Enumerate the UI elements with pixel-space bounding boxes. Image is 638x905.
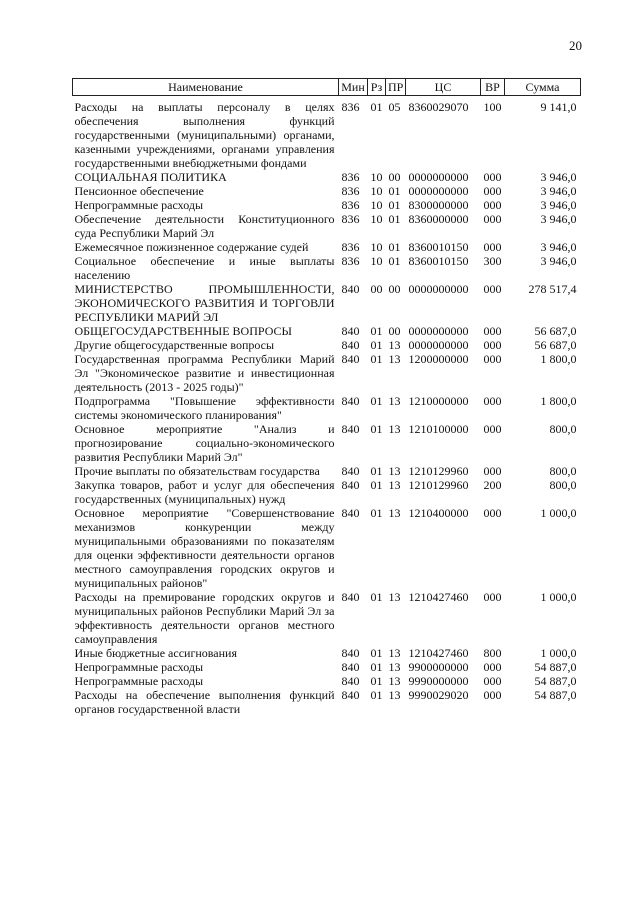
row-rz: 10 <box>370 240 383 254</box>
row-rz: 01 <box>370 422 383 436</box>
row-rz: 10 <box>370 198 383 212</box>
row-sum: 800,0 <box>549 464 577 478</box>
row-rz: 01 <box>370 324 383 338</box>
row-min: 840 <box>341 464 360 478</box>
row-vr: 000 <box>483 324 502 338</box>
header-min: Мин <box>339 79 368 96</box>
row-vr: 000 <box>483 184 502 198</box>
row-rz: 01 <box>370 590 383 604</box>
row-pr: 13 <box>388 688 401 702</box>
row-rz: 10 <box>370 212 383 226</box>
table-row <box>73 688 581 716</box>
header-vr: ВР <box>481 79 505 96</box>
row-pr: 13 <box>388 506 401 520</box>
table-row <box>73 282 581 324</box>
table-row <box>73 352 581 394</box>
table-row <box>73 254 581 282</box>
header-name: Наименование <box>73 79 339 96</box>
row-sum: 800,0 <box>549 422 577 436</box>
row-cs: 9990000000 <box>408 674 469 688</box>
row-min: 840 <box>341 478 360 492</box>
row-name: Основное мероприятие "Анализ и прогнозирование социально-экономического развития Республики Марий Эл" <box>74 422 335 464</box>
row-name: Другие общегосударственные вопросы <box>74 338 275 352</box>
row-sum: 1 000,0 <box>540 590 577 604</box>
row-vr: 000 <box>483 590 502 604</box>
row-rz: 01 <box>370 646 383 660</box>
table-row <box>73 422 581 464</box>
row-sum: 56 687,0 <box>534 338 577 352</box>
row-vr: 000 <box>483 422 502 436</box>
row-cs: 1210427460 <box>408 646 469 660</box>
row-cs: 1200000000 <box>408 352 469 366</box>
row-pr: 13 <box>388 394 401 408</box>
row-sum: 800,0 <box>549 478 577 492</box>
row-pr: 13 <box>388 422 401 436</box>
row-vr: 000 <box>483 240 502 254</box>
row-cs: 8300000000 <box>408 198 469 212</box>
row-pr: 00 <box>388 282 401 296</box>
row-rz: 01 <box>370 464 383 478</box>
row-name: Подпрограмма "Повышение эффективности системы экономического планирования" <box>74 394 335 422</box>
row-cs: 1210000000 <box>408 394 469 408</box>
header-sum: Сумма <box>505 79 581 96</box>
row-name: Обеспечение деятельности Конституционного суда Республики Марий Эл <box>74 212 335 240</box>
row-cs: 8360010150 <box>408 254 469 268</box>
row-rz: 01 <box>370 478 383 492</box>
row-vr: 000 <box>483 506 502 520</box>
table-row <box>73 464 581 478</box>
table-row <box>73 646 581 660</box>
row-pr: 01 <box>388 240 401 254</box>
row-pr: 01 <box>388 184 401 198</box>
row-rz: 01 <box>370 394 383 408</box>
row-sum: 1 000,0 <box>540 646 577 660</box>
row-cs: 8360010150 <box>408 240 469 254</box>
budget-table <box>72 78 581 716</box>
row-sum: 54 887,0 <box>534 660 577 674</box>
table-row <box>73 184 581 198</box>
row-name: Прочие выплаты по обязательствам государства <box>74 464 320 478</box>
row-sum: 1 000,0 <box>540 506 577 520</box>
row-vr: 000 <box>483 282 502 296</box>
row-cs: 0000000000 <box>408 324 469 338</box>
table-row <box>73 338 581 352</box>
row-sum: 1 800,0 <box>540 394 577 408</box>
row-cs: 0000000000 <box>408 170 469 184</box>
row-name: Ежемесячное пожизненное содержание судей <box>74 240 309 254</box>
row-rz: 10 <box>370 184 383 198</box>
row-vr: 800 <box>483 646 502 660</box>
row-rz: 01 <box>370 100 383 114</box>
page-number: 20 <box>569 38 582 53</box>
row-min: 840 <box>341 646 360 660</box>
row-cs: 8360000000 <box>408 212 469 226</box>
row-sum: 1 800,0 <box>540 352 577 366</box>
row-min: 840 <box>341 660 360 674</box>
table-row <box>73 394 581 422</box>
row-min: 840 <box>341 674 360 688</box>
row-sum: 56 687,0 <box>534 324 577 338</box>
row-min: 836 <box>341 198 360 212</box>
row-vr: 000 <box>483 688 502 702</box>
row-min: 836 <box>341 170 360 184</box>
row-rz: 01 <box>370 674 383 688</box>
row-min: 840 <box>341 506 360 520</box>
table-row <box>73 324 581 338</box>
row-name: Расходы на премирование городских округов и муниципальных районов Республики Марий Эл за эффективность деятельности органов местного самоуправления <box>74 590 335 646</box>
row-rz: 01 <box>370 660 383 674</box>
row-min: 840 <box>341 352 360 366</box>
row-cs: 9990029020 <box>408 688 469 702</box>
row-pr: 13 <box>388 352 401 366</box>
row-name: Пенсионное обеспечение <box>74 184 204 198</box>
row-cs: 0000000000 <box>408 184 469 198</box>
row-rz: 10 <box>370 170 383 184</box>
row-min: 840 <box>341 394 360 408</box>
table-row <box>73 590 581 646</box>
row-sum: 3 946,0 <box>540 254 577 268</box>
row-vr: 000 <box>483 394 502 408</box>
row-cs: 1210400000 <box>408 506 469 520</box>
row-sum: 3 946,0 <box>540 198 577 212</box>
row-name: Государственная программа Республики Марий Эл "Экономическое развитие и инвестиционная деятельность (2013 - 2025 годы)" <box>74 352 335 394</box>
row-pr: 01 <box>388 212 401 226</box>
row-pr: 13 <box>388 646 401 660</box>
row-name: Основное мероприятие "Совершенствование механизмов конкуренции между муниципальными образованиями по показателям для оценки эффективности деятельности органов местного самоуправления городских округов и муниципальных районов" <box>74 506 335 590</box>
row-name: ОБЩЕГОСУДАРСТВЕННЫЕ ВОПРОСЫ <box>74 324 292 338</box>
header-pr: ПР <box>386 79 406 96</box>
row-vr: 300 <box>483 254 502 268</box>
row-rz: 00 <box>370 282 383 296</box>
row-min: 836 <box>341 184 360 198</box>
row-cs: 1210129960 <box>408 464 469 478</box>
row-vr: 000 <box>483 198 502 212</box>
row-pr: 13 <box>388 590 401 604</box>
table-row <box>73 478 581 506</box>
header-cs: ЦС <box>406 79 481 96</box>
row-rz: 01 <box>370 506 383 520</box>
row-vr: 100 <box>483 100 502 114</box>
row-pr: 13 <box>388 464 401 478</box>
row-name: Расходы на выплаты персоналу в целях обеспечения выполнения функций государственными (муниципальными) органами, казенными учреждениями, органами управления государственными внебюджетными фондами <box>74 100 335 170</box>
row-cs: 0000000000 <box>408 282 469 296</box>
row-sum: 3 946,0 <box>540 240 577 254</box>
row-sum: 54 887,0 <box>534 674 577 688</box>
row-cs: 1210427460 <box>408 590 469 604</box>
row-vr: 000 <box>483 352 502 366</box>
row-vr: 000 <box>483 674 502 688</box>
row-sum: 3 946,0 <box>540 170 577 184</box>
row-pr: 13 <box>388 660 401 674</box>
table-row <box>73 674 581 688</box>
row-min: 836 <box>341 100 360 114</box>
row-min: 840 <box>341 324 360 338</box>
row-cs: 1210100000 <box>408 422 469 436</box>
row-pr: 00 <box>388 324 401 338</box>
row-name: Непрограммные расходы <box>74 198 204 212</box>
row-sum: 54 887,0 <box>534 688 577 702</box>
row-vr: 000 <box>483 464 502 478</box>
row-min: 836 <box>341 240 360 254</box>
row-min: 836 <box>341 212 360 226</box>
row-rz: 01 <box>370 338 383 352</box>
row-sum: 278 517,4 <box>528 282 577 296</box>
table-row <box>73 198 581 212</box>
row-pr: 13 <box>388 674 401 688</box>
table-row <box>73 240 581 254</box>
table-body <box>73 96 581 717</box>
row-min: 840 <box>341 688 360 702</box>
row-name: Закупка товаров, работ и услуг для обеспечения государственных (муниципальных) нужд <box>74 478 335 506</box>
row-pr: 13 <box>388 478 401 492</box>
row-cs: 9900000000 <box>408 660 469 674</box>
row-cs: 0000000000 <box>408 338 469 352</box>
row-pr: 05 <box>388 100 401 114</box>
table-row <box>73 170 581 184</box>
row-rz: 01 <box>370 352 383 366</box>
row-min: 840 <box>341 282 360 296</box>
row-pr: 01 <box>388 198 401 212</box>
table-row <box>73 506 581 590</box>
row-name: Непрограммные расходы <box>74 674 204 688</box>
row-vr: 000 <box>483 212 502 226</box>
row-pr: 00 <box>388 170 401 184</box>
row-vr: 000 <box>483 660 502 674</box>
row-cs: 1210129960 <box>408 478 469 492</box>
row-sum: 3 946,0 <box>540 184 577 198</box>
row-pr: 01 <box>388 254 401 268</box>
header-rz: Рз <box>368 79 386 96</box>
row-name: Расходы на обеспечение выполнения функций органов государственной власти <box>74 688 335 716</box>
row-rz: 01 <box>370 688 383 702</box>
row-pr: 13 <box>388 338 401 352</box>
row-vr: 200 <box>483 478 502 492</box>
row-min: 840 <box>341 590 360 604</box>
row-sum: 9 141,0 <box>540 100 577 114</box>
row-name: Социальное обеспечение и иные выплаты населению <box>74 254 335 282</box>
row-name: Непрограммные расходы <box>74 660 204 674</box>
row-rz: 10 <box>370 254 383 268</box>
table-row <box>73 660 581 674</box>
table-row <box>73 212 581 240</box>
row-name: СОЦИАЛЬНАЯ ПОЛИТИКА <box>74 170 227 184</box>
row-vr: 000 <box>483 170 502 184</box>
table-row <box>73 96 581 171</box>
row-cs: 8360029070 <box>408 100 469 114</box>
table-header <box>73 79 581 96</box>
row-min: 836 <box>341 254 360 268</box>
row-min: 840 <box>341 338 360 352</box>
row-vr: 000 <box>483 338 502 352</box>
row-min: 840 <box>341 422 360 436</box>
row-name: МИНИСТЕРСТВО ПРОМЫШЛЕННОСТИ, ЭКОНОМИЧЕСКОГО РАЗВИТИЯ И ТОРГОВЛИ РЕСПУБЛИКИ МАРИЙ ЭЛ <box>74 282 335 324</box>
row-sum: 3 946,0 <box>540 212 577 226</box>
row-name: Иные бюджетные ассигнования <box>74 646 237 660</box>
